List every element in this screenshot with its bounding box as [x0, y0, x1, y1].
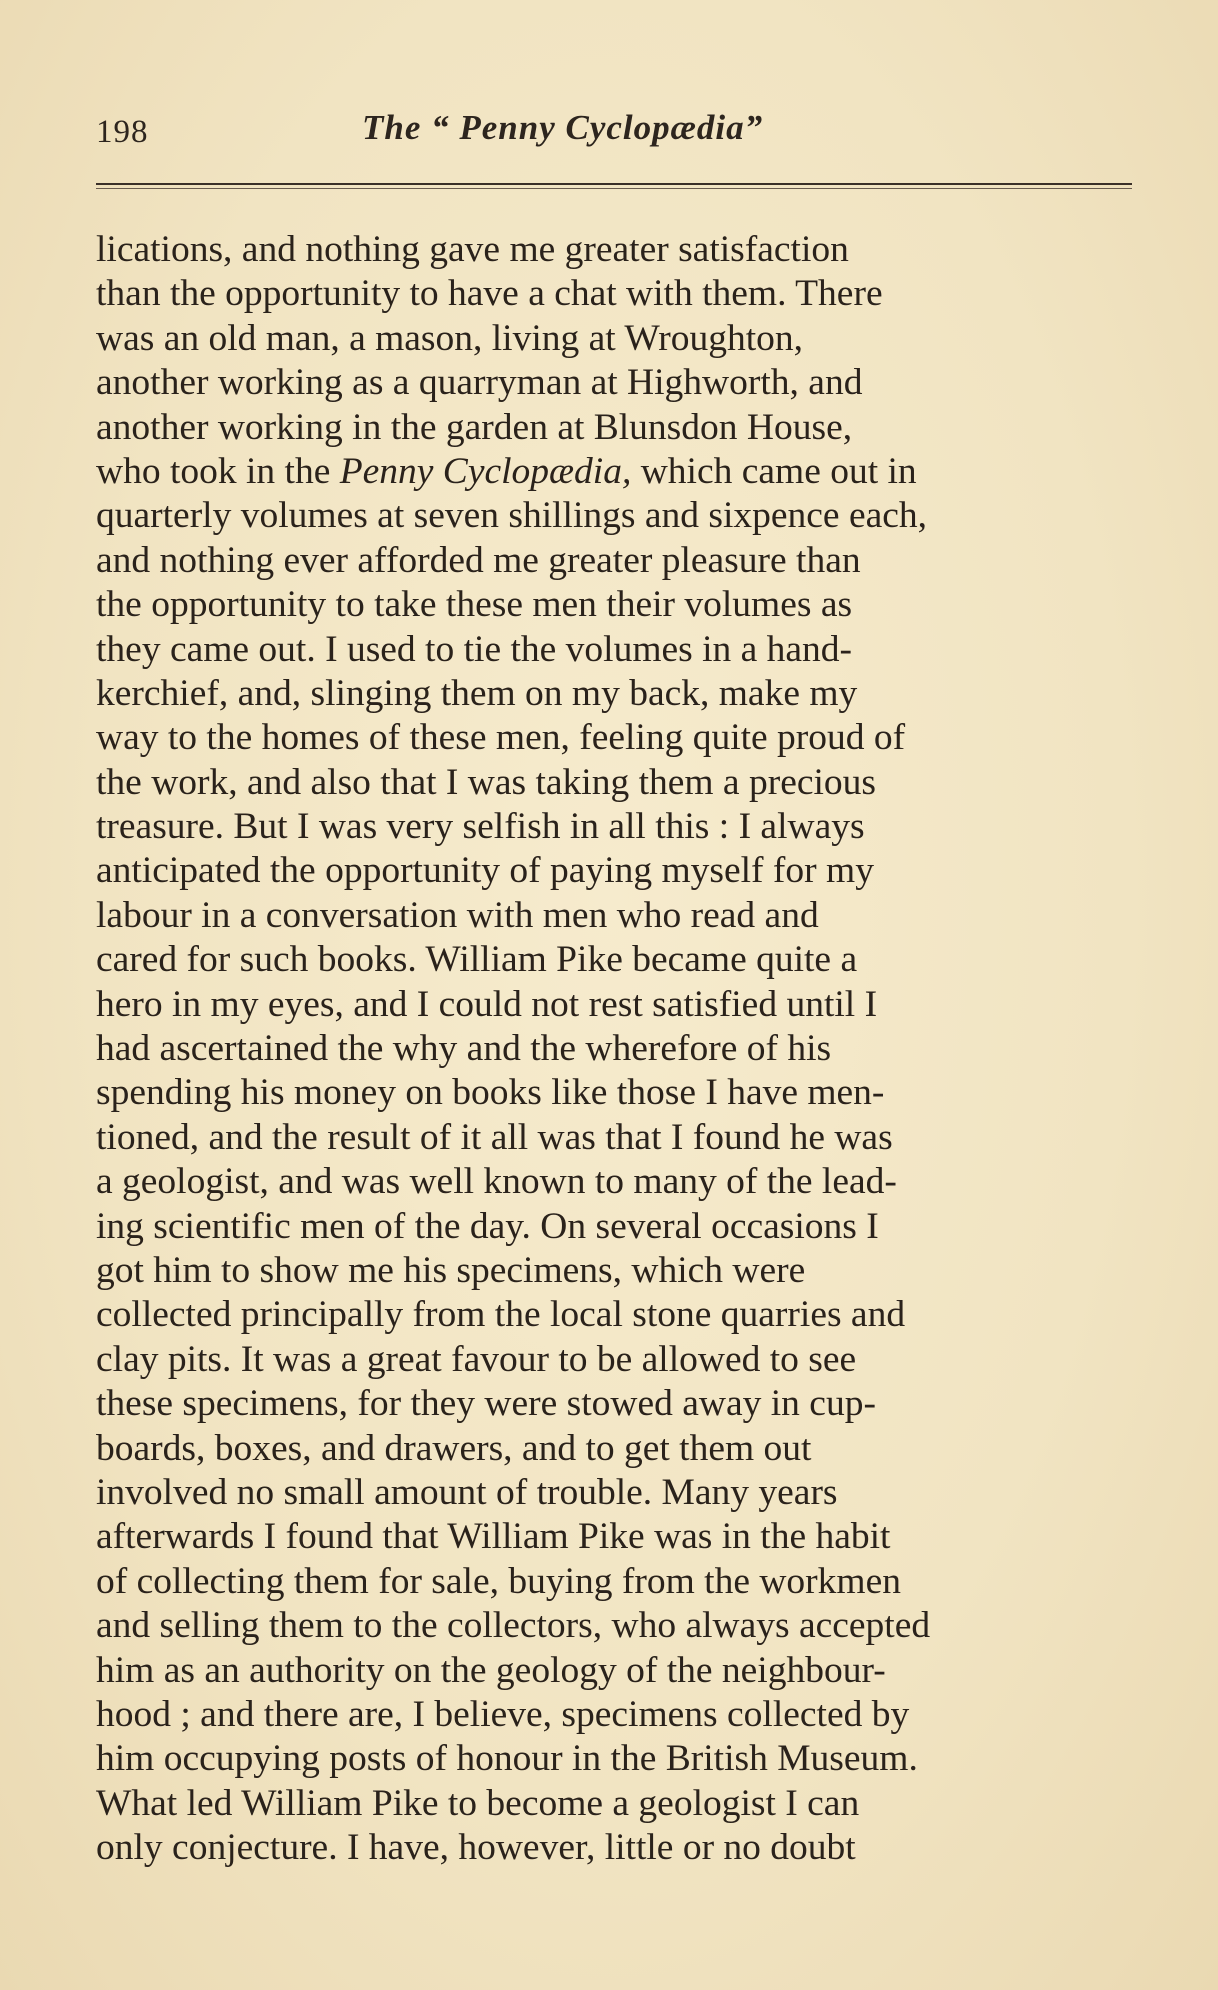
- header-rule-thin: [96, 188, 1132, 189]
- text-line: a geologist, and was well known to many of the lead-: [96, 1161, 897, 1203]
- text-line: ing scientific men of the day. On several occasions I: [96, 1205, 879, 1247]
- text-line: labour in a conversation with men who read and: [96, 894, 819, 936]
- text-line: anticipated the opportunity of paying myself for my: [96, 850, 874, 892]
- text-line: collected principally from the local stone quarries and: [96, 1294, 906, 1336]
- text-line: of collecting them for sale, buying from the workmen: [96, 1560, 901, 1602]
- text-line: another working as a quarryman at Highworth, and: [96, 362, 863, 404]
- text-line: quarterly volumes at seven shillings and sixpence each,: [96, 495, 928, 537]
- text-line: than the opportunity to have a chat with them. There: [96, 273, 883, 315]
- text-line: cared for such books. William Pike became quite a: [96, 939, 858, 981]
- page-number: 198: [96, 114, 149, 150]
- text-line: only conjecture. I have, however, little or no doubt: [96, 1827, 856, 1869]
- text-line: another working in the garden at Blunsdon House,: [96, 406, 853, 448]
- text-line: What led William Pike to become a geologist I can: [96, 1782, 860, 1824]
- page-header: [96, 104, 1136, 164]
- text-line: the work, and also that I was taking them a precious: [96, 761, 876, 803]
- text-line: treasure. But I was very selfish in all this : I always: [96, 806, 865, 848]
- text-line: involved no small amount of trouble. Many years: [96, 1471, 838, 1513]
- text-line: spending his money on books like those I have men-: [96, 1072, 885, 1114]
- text-line: was an old man, a mason, living at Wroughton,: [96, 317, 804, 359]
- text-line: boards, boxes, and drawers, and to get them out: [96, 1427, 812, 1469]
- text-line: had ascertained the why and the wherefore of his: [96, 1028, 832, 1070]
- body-text: [96, 228, 1136, 1870]
- text-line: clay pits. It was a great favour to be allowed to see: [96, 1338, 857, 1380]
- text-line: him as an authority on the geology of the neighbour-: [96, 1649, 886, 1691]
- text-line: afterwards I found that William Pike was in the habit: [96, 1516, 891, 1558]
- text-line: lications, and nothing gave me greater satisfaction: [96, 229, 849, 270]
- text-line: way to the homes of these men, feeling quite proud of: [96, 717, 906, 759]
- text-line: kerchief, and, slinging them on my back, make my: [96, 672, 858, 714]
- text-line: him occupying posts of honour in the British Museum.: [96, 1738, 918, 1780]
- text-line: the opportunity to take these men their volumes as: [96, 584, 853, 626]
- text-segment: who took in the: [96, 450, 331, 492]
- text-line: and nothing ever afforded me greater pleasure than: [96, 539, 861, 581]
- text-line: they came out. I used to tie the volumes in a hand-: [96, 628, 853, 670]
- running-title: The “ Penny Cyclopædia”: [362, 108, 764, 147]
- text-line: got him to show me his specimens, which were: [96, 1249, 806, 1291]
- text-line: and selling them to the collectors, who always accepted: [96, 1605, 931, 1647]
- text-line: these specimens, for they were stowed away in cup-: [96, 1383, 876, 1425]
- text-line: tioned, and the result of it all was that I found he was: [96, 1116, 893, 1158]
- text-line-with-title: [96, 450, 1136, 494]
- text-segment: which came out in: [640, 450, 917, 492]
- book-title-italic: Penny Cyclopædia,: [339, 450, 632, 492]
- text-line: hood ; and there are, I believe, specimens collected by: [96, 1693, 910, 1735]
- header-rule: [96, 183, 1132, 185]
- text-line: hero in my eyes, and I could not rest satisfied until I: [96, 983, 878, 1025]
